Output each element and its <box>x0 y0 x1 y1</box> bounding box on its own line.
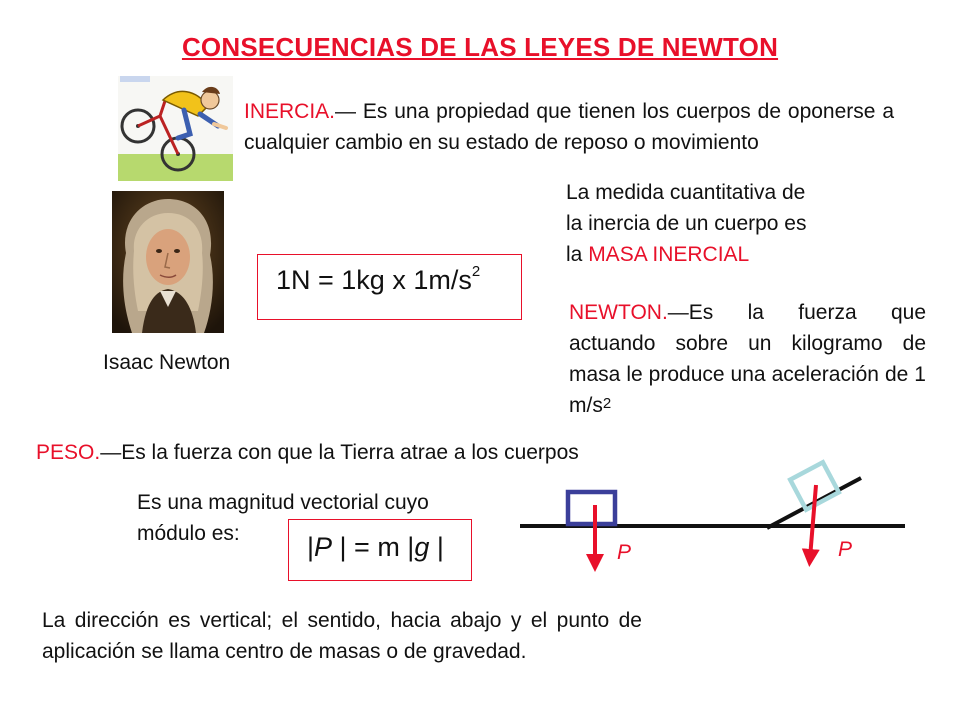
newton-definition-text: —Es la fuerza que actuando sobre un kilogramo de masa le produce una aceleración de 1 m/s <box>569 301 926 417</box>
newton-formula-text: 1N = 1kg x 1m/s <box>276 265 472 295</box>
masa-inercial-term: MASA INERCIAL <box>588 243 750 266</box>
masa-line-3-prefix: la <box>566 243 589 266</box>
peso-formula-p: P <box>314 532 333 562</box>
masa-line-3 <box>566 239 906 270</box>
newton-unit-formula <box>257 254 522 320</box>
flat-block <box>568 492 615 524</box>
peso-formula <box>288 519 472 581</box>
masa-line-1: La medida cuantitativa de <box>566 181 806 204</box>
newton-definition <box>569 297 926 421</box>
direccion-paragraph: La dirección es vertical; el sentido, hacia abajo y el punto de aplicación se llama centro de masas o de gravedad. <box>42 609 642 663</box>
peso-text: —Es la fuerza con que la Tierra atrae a los cuerpos <box>100 441 579 464</box>
weight-diagram <box>515 455 910 580</box>
masa-line-2: la inercia de un cuerpo es <box>566 212 807 235</box>
portrait-illustration <box>112 191 224 333</box>
peso-formula-bar-open: | <box>307 532 315 562</box>
masa-inercial-note <box>566 177 906 270</box>
portrait-caption: Isaac Newton <box>103 351 231 374</box>
newton-term: NEWTON. <box>569 301 668 324</box>
newton-portrait <box>112 191 224 333</box>
magnitud-line-2: módulo es: <box>137 522 240 545</box>
weight-label-left: P <box>617 541 632 564</box>
cyclist-illustration <box>118 76 233 181</box>
weight-arrow-right <box>810 485 816 558</box>
inercia-term: INERCIA. <box>244 100 336 123</box>
peso-formula-bar-close: | <box>429 532 444 562</box>
peso-formula-g: g <box>414 532 430 562</box>
page-title: CONSECUENCIAS DE LAS LEYES DE NEWTON <box>181 32 779 62</box>
inercia-text: — Es una propiedad que tienen los cuerpos de oponerse a cualquier cambio en su estado de reposo o movimiento <box>244 100 894 154</box>
newton-formula-exponent: 2 <box>471 263 481 280</box>
magnitud-line-1: Es una magnitud vectorial cuyo <box>137 491 429 514</box>
peso-formula-mid: | = m | <box>332 532 415 562</box>
weight-label-right: P <box>838 538 853 561</box>
peso-term: PESO. <box>36 441 101 464</box>
inercia-definition <box>244 96 894 158</box>
newton-definition-exponent: 2 <box>602 395 612 412</box>
peso-definition <box>36 437 579 468</box>
cyclist-image <box>118 76 233 181</box>
